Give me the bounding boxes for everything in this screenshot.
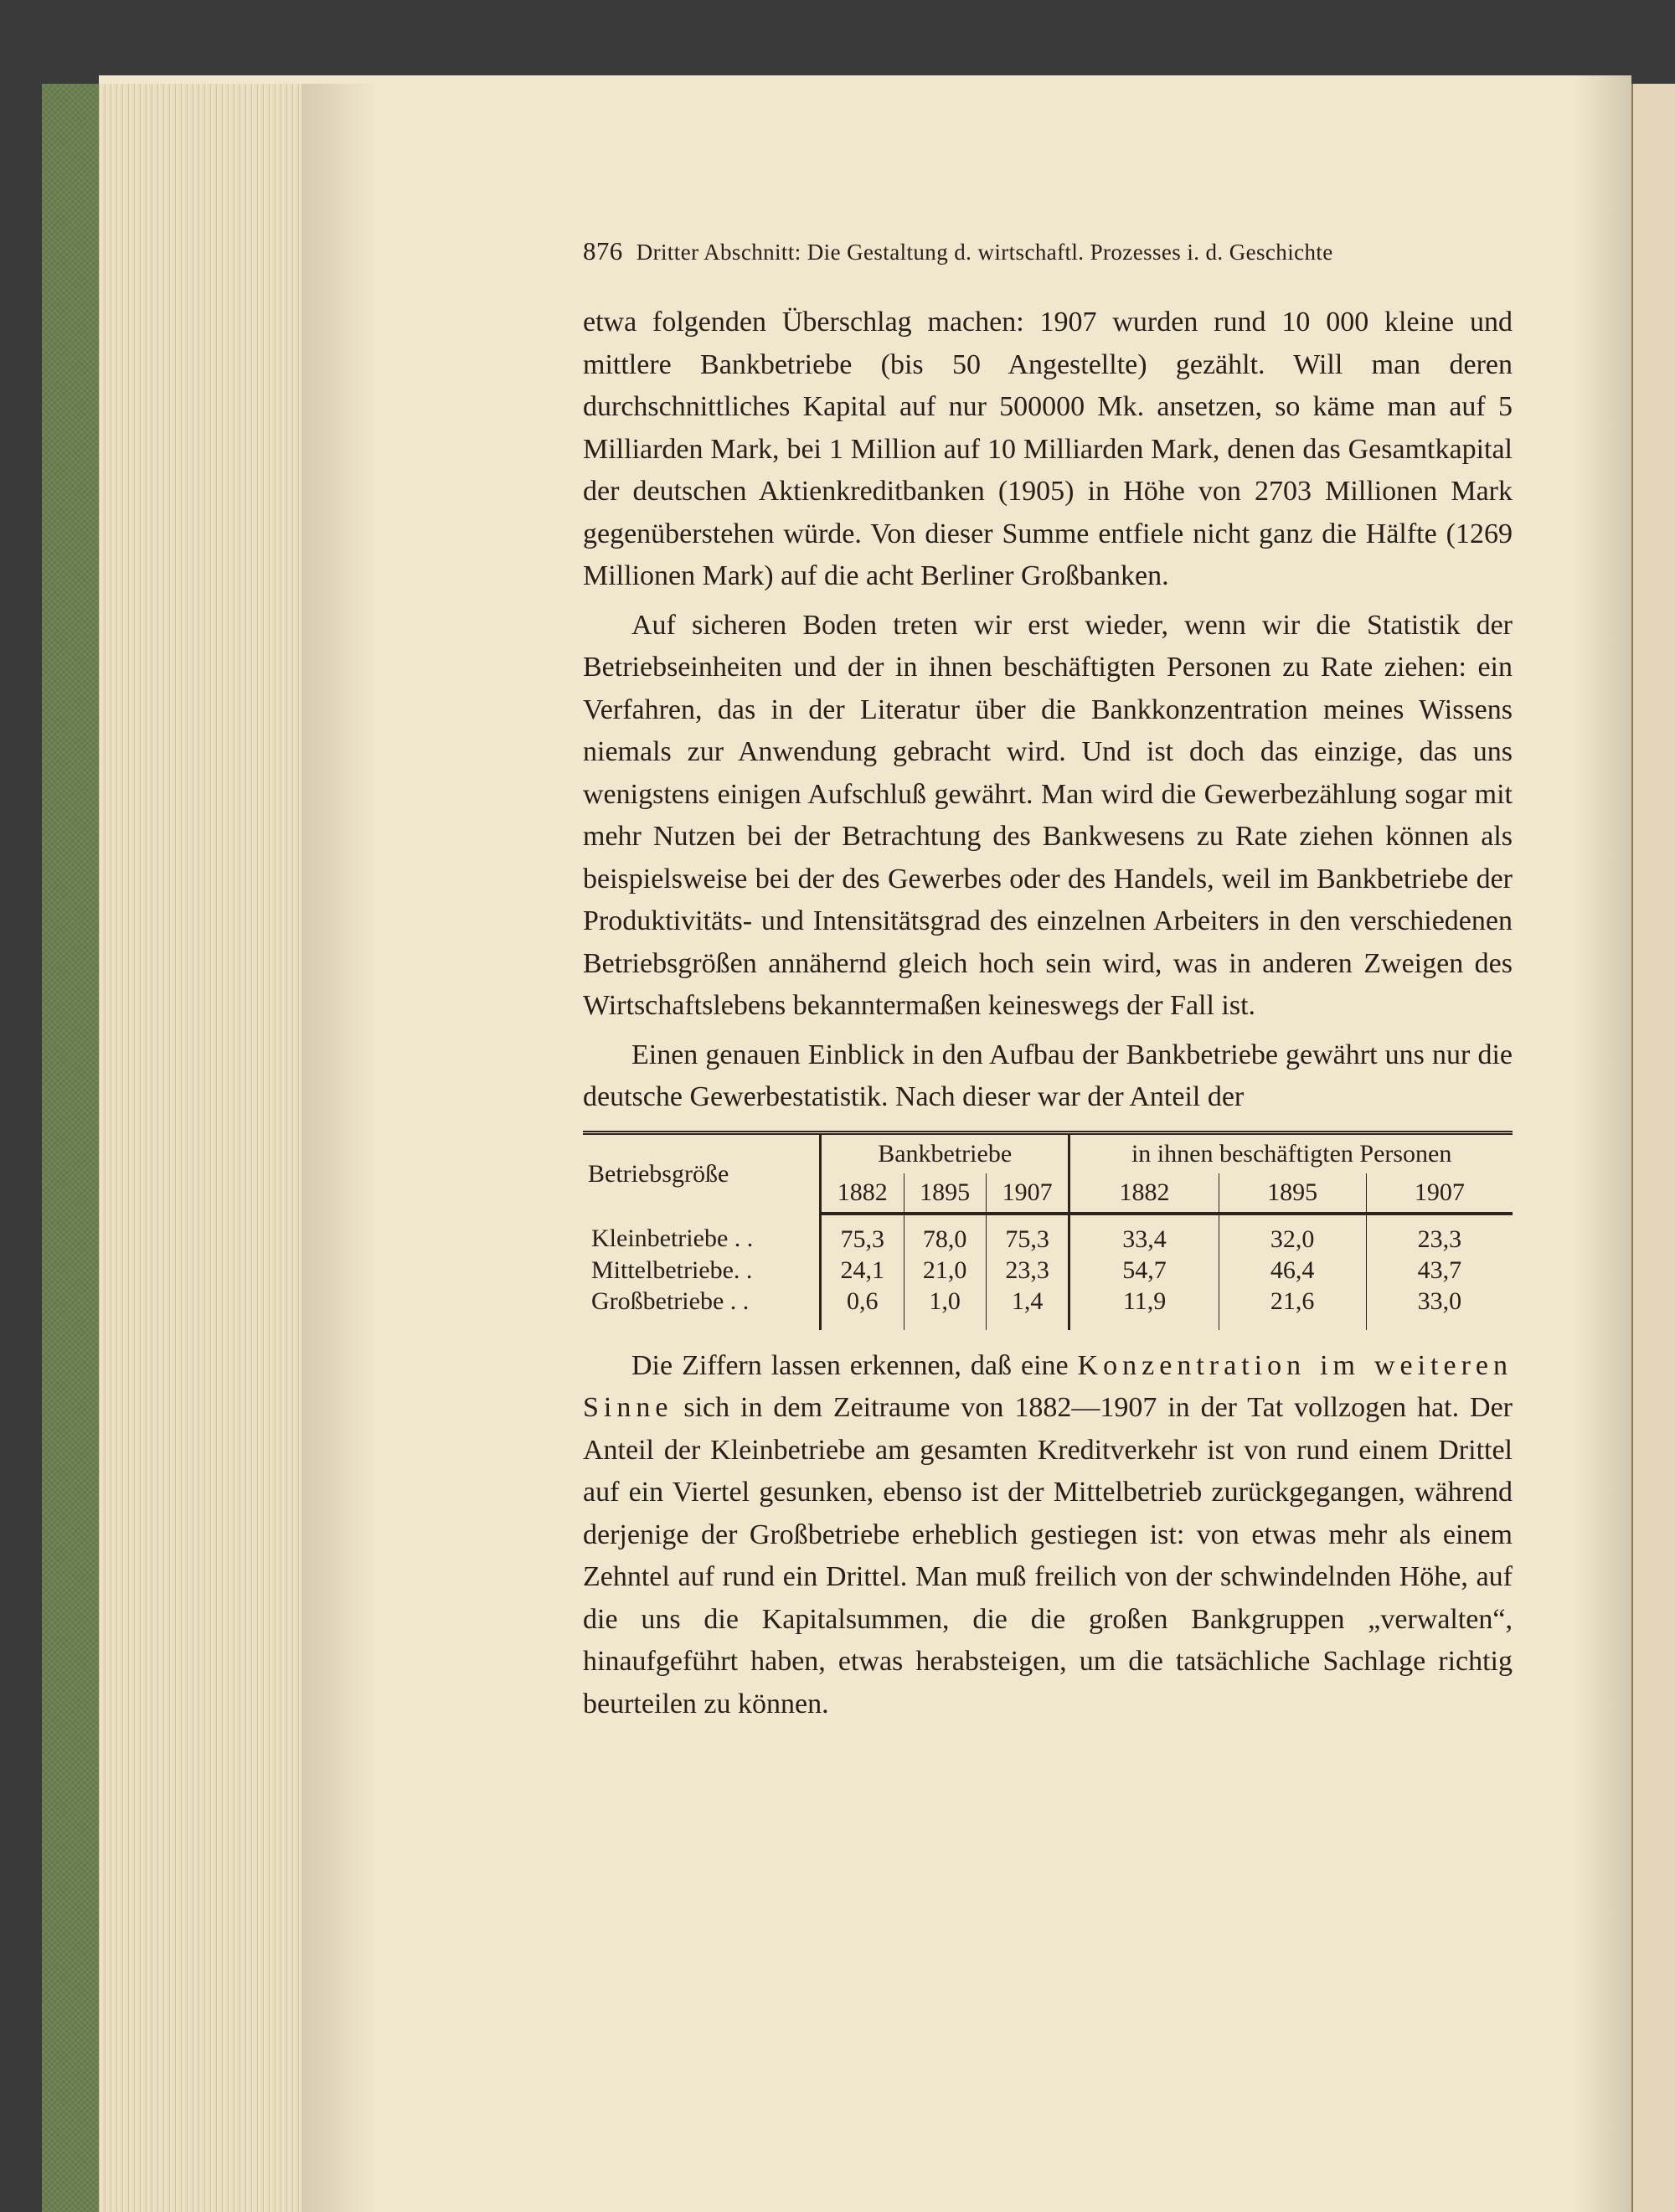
table-row — [583, 1255, 1513, 1286]
table-cell: 33,4 — [1122, 1225, 1167, 1253]
closing-text-start: Die Ziffern lassen erkennen, daß eine — [631, 1349, 1078, 1381]
body-text — [583, 302, 1513, 1725]
table-cell: 33,0 — [1366, 1286, 1513, 1330]
paragraph: etwa folgenden Überschlag machen: 1907 wurden rund 10 000 kleine und mittlere Bankbetriebe (bis 50 Angestellte) gezählt. Will man deren durchschnittliches Kapital auf nur 500000 Mk. ansetzen, so käme man auf 5 Milliarden Mark, bei 1 Million auf 10 Milliarden Mark, denen das Gesamtkapital der deutschen Aktienkreditbanken (1905) in Höhe von 2703 Millionen Mark gegenüberstehen würde. Von dieser Summe entfiele nicht ganz die Hälfte (1269 Millionen Mark) auf die acht Berliner Großbanken. — [583, 307, 1513, 591]
page-edges — [99, 84, 302, 2212]
table-cell: 75,3 — [986, 1214, 1069, 1255]
table-cell: 75,3 — [840, 1225, 885, 1253]
page-curl-shadow — [1574, 75, 1631, 2212]
header-personen: in ihnen beschäftigten Personen — [1131, 1139, 1452, 1168]
table-cell: 1,4 — [986, 1286, 1069, 1330]
table-row — [583, 1286, 1513, 1330]
year-header: 1907 — [1366, 1173, 1513, 1214]
table-cell: 23,3 — [1366, 1214, 1513, 1255]
row-label: Großbetriebe . . — [583, 1286, 821, 1330]
statistics-table — [583, 1131, 1513, 1330]
emphasized-text: Konzentration im weiteren Sinne — [583, 1349, 1513, 1423]
row-label: Kleinbetriebe . . — [583, 1214, 821, 1255]
statistics-table-block — [583, 1131, 1513, 1330]
table-cell: 1,0 — [904, 1286, 986, 1330]
table-cell: 21,0 — [904, 1255, 986, 1286]
paragraph: Einen genauen Einblick in den Aufbau der Bankbetriebe gewährt uns nur die deutsche Gewerbestatistik. Nach dieser war der Anteil der — [583, 1039, 1513, 1112]
year-header: 1907 — [986, 1173, 1069, 1214]
table-row — [583, 1214, 1513, 1255]
book-spine — [42, 84, 102, 2212]
header-betriebsgroesse: Betriebsgröße — [583, 1132, 821, 1214]
paragraph: Auf sicheren Boden treten wir erst wieder, wenn wir die Statistik der Betriebseinheiten und der in ihnen beschäftigten Personen zu Rate ziehen: ein Verfahren, das in der Literatur über die Bankkonzentration meines Wissens niemals zur Anwendung gebracht wird. Und ist doch das einzige, das uns wenigstens einigen Aufschluß gewährt. Man wird die Gewerbezählung sogar mit mehr Nutzen bei der Betrachtung des Bankwesens zu Rate ziehen können als beispielsweise bei der des Gewerbes oder des Handels, weil im Bankbetriebe der Produktivitäts- und Intensitätsgrad des einzelnen Arbeiters in den verschiedenen Betriebsgrößen annähernd gleich hoch sein wird, was in anderen Zweigen des Wirtschaftslebens bekanntermaßen keineswegs der Fall ist. — [583, 609, 1513, 1021]
year-header: 1882 — [1069, 1173, 1219, 1214]
year-header: 1882 — [821, 1173, 904, 1214]
table-cell: 46,4 — [1219, 1255, 1366, 1286]
row-label: Mittelbetriebe. . — [583, 1255, 821, 1286]
table-cell: 24,1 — [840, 1256, 885, 1284]
table-cell: 54,7 — [1122, 1256, 1167, 1284]
header-bankbetriebe: Bankbetriebe — [821, 1132, 1069, 1173]
gutter-shadow — [302, 84, 377, 2212]
table-header-row — [583, 1132, 1513, 1173]
table-cell: 0,6 — [847, 1286, 879, 1315]
page-content — [583, 236, 1513, 1725]
running-head — [583, 236, 1513, 280]
closing-text-rest: sich in dem Zeitraume von 1882—1907 in der Tat vollzogen hat. Der Anteil der Kleinbetriebe am gesamten Kreditverkehr ist von rund einem Drittel auf ein Viertel gesunken, ebenso ist der Mittelbetrieb zurückgegangen, während derjenige der Großbetriebe erheblich gestiegen ist: von etwas mehr als einem Zehntel auf rund ein Drittel. Man muß freilich von der schwindelnden Höhe, auf die uns die Kapitalsummen, die die großen Bankgruppen „verwalten“, hinaufgeführt haben, etwas herabsteigen, um die tatsächliche Sachlage richtig beurteilen zu können. — [583, 1392, 1513, 1720]
year-header: 1895 — [1219, 1173, 1366, 1214]
running-title: Dritter Abschnitt: Die Gestaltung d. wirtschaftl. Prozesses i. d. Geschichte — [636, 240, 1333, 265]
table-cell: 32,0 — [1219, 1214, 1366, 1255]
closing-paragraph — [583, 1345, 1513, 1726]
next-page-edge — [1631, 84, 1675, 2212]
table-cell: 43,7 — [1366, 1255, 1513, 1286]
year-header: 1895 — [904, 1173, 986, 1214]
table-cell: 11,9 — [1122, 1286, 1167, 1315]
page-number: 876 — [583, 236, 623, 266]
table-cell: 78,0 — [904, 1214, 986, 1255]
table-cell: 23,3 — [986, 1255, 1069, 1286]
table-cell: 21,6 — [1219, 1286, 1366, 1330]
